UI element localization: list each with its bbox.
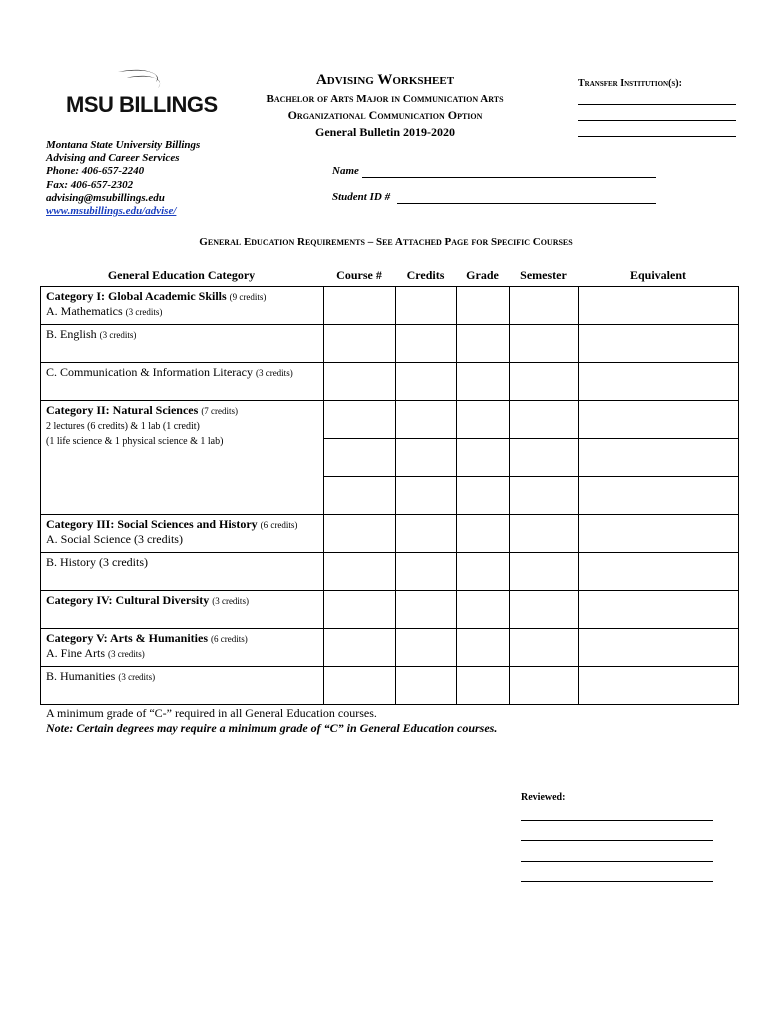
category-5-a: A. Fine Arts	[46, 646, 106, 660]
contact-phone: Phone: 406-657-2240	[46, 165, 145, 178]
table-row	[41, 287, 739, 325]
category-2-credits: (7 credits)	[201, 406, 239, 416]
category-2-detail-1: 2 lectures (6 credits) & 1 lab (1 credit)	[46, 421, 200, 432]
equivalent-cell[interactable]	[579, 667, 739, 705]
credits-cell[interactable]	[396, 591, 457, 629]
student-id-label: Student ID #	[332, 191, 391, 203]
advising-website-link[interactable]: www.msubillings.edu/advise/	[46, 205, 177, 218]
credits-cell[interactable]	[396, 287, 457, 325]
category-cell	[41, 363, 324, 401]
equivalent-cell[interactable]	[579, 287, 739, 325]
semester-cell[interactable]	[510, 477, 579, 515]
category-cell	[41, 591, 324, 629]
grade-cell[interactable]	[457, 325, 510, 363]
credits-cell[interactable]	[396, 515, 457, 553]
semester-cell[interactable]	[510, 629, 579, 667]
credits-cell[interactable]	[396, 553, 457, 591]
table-row	[41, 325, 739, 363]
equivalent-cell[interactable]	[579, 515, 739, 553]
category-3-credits: (6 credits)	[260, 520, 298, 530]
name-label: Name	[332, 165, 359, 177]
header-credits: Credits	[406, 268, 445, 282]
table-row	[41, 629, 739, 667]
equivalent-cell[interactable]	[579, 553, 739, 591]
category-3-a: A. Social Science (3 credits)	[46, 532, 183, 546]
semester-cell[interactable]	[510, 363, 579, 401]
category-4-title: Category IV: Cultural Diversity	[46, 593, 210, 607]
grade-cell[interactable]	[457, 363, 510, 401]
transfer-institution-line-3[interactable]	[578, 136, 736, 137]
category-1-title: Category I: Global Academic Skills	[46, 289, 227, 303]
header-semester: Semester	[520, 268, 567, 282]
header-course: Course #	[336, 268, 382, 282]
contact-fax: Fax: 406-657-2302	[46, 178, 134, 191]
category-4-credits: (3 credits)	[212, 596, 249, 606]
category-1-a-credits: (3 credits)	[125, 307, 163, 317]
degree-title: Bachelor of Arts Major in Communication Arts	[266, 93, 504, 105]
course-cell[interactable]	[324, 629, 396, 667]
transfer-institution-line-2[interactable]	[578, 120, 736, 121]
transfer-institution-label: Transfer Institution(s):	[578, 78, 682, 89]
semester-cell[interactable]	[510, 553, 579, 591]
semester-cell[interactable]	[510, 591, 579, 629]
equivalent-cell[interactable]	[579, 401, 739, 439]
category-1-b: B. English	[46, 327, 97, 341]
contact-university: Montana State University Billings	[46, 139, 201, 151]
category-1-a: A. Mathematics	[46, 304, 123, 318]
category-cell	[41, 553, 324, 591]
semester-cell[interactable]	[510, 325, 579, 363]
bulletin-year: General Bulletin 2019-2020	[315, 125, 455, 139]
grade-cell[interactable]	[457, 591, 510, 629]
category-5-b-credits: (3 credits)	[118, 672, 156, 682]
category-2-title: Category II: Natural Sciences	[46, 403, 199, 417]
semester-cell[interactable]	[510, 439, 579, 477]
reviewed-label: Reviewed:	[521, 792, 566, 803]
course-cell[interactable]	[324, 325, 396, 363]
course-cell[interactable]	[324, 477, 396, 515]
semester-cell[interactable]	[510, 667, 579, 705]
name-field[interactable]	[362, 177, 656, 178]
category-1-c: C. Communication & Information Literacy	[46, 365, 253, 379]
credits-cell[interactable]	[396, 629, 457, 667]
credits-cell[interactable]	[396, 477, 457, 515]
table-row	[41, 401, 739, 439]
semester-cell[interactable]	[510, 401, 579, 439]
category-5-b: B. Humanities	[46, 669, 116, 683]
category-cell	[41, 667, 324, 705]
equivalent-cell[interactable]	[579, 477, 739, 515]
credits-cell[interactable]	[396, 363, 457, 401]
equivalent-cell[interactable]	[579, 325, 739, 363]
header-category: General Education Category	[107, 268, 256, 282]
credits-cell[interactable]	[396, 325, 457, 363]
course-cell[interactable]	[324, 401, 396, 439]
course-cell[interactable]	[324, 287, 396, 325]
reviewed-line-1[interactable]	[521, 820, 713, 821]
gen-ed-heading: General Education Requirements – See Attached Page for Specific Courses	[199, 236, 573, 248]
category-2-detail-2: (1 life science & 1 physical science & 1 lab)	[46, 436, 224, 447]
course-cell[interactable]	[324, 439, 396, 477]
table-row	[41, 515, 739, 553]
grade-cell[interactable]	[457, 439, 510, 477]
reviewed-line-3[interactable]	[521, 861, 713, 862]
page-title: Advising Worksheet	[315, 72, 455, 88]
category-5-a-credits: (3 credits)	[108, 649, 145, 659]
minimum-grade-note: A minimum grade of “C-” required in all General Education courses.	[46, 706, 377, 720]
msu-billings-logo	[66, 68, 216, 120]
course-cell[interactable]	[324, 553, 396, 591]
category-1-c-credits: (3 credits)	[255, 368, 293, 378]
category-cell	[41, 287, 324, 325]
table-row	[41, 667, 739, 705]
category-5-credits: (6 credits)	[211, 634, 248, 644]
equivalent-cell[interactable]	[579, 591, 739, 629]
gen-ed-table	[40, 286, 739, 705]
contact-block	[46, 139, 200, 218]
grade-cell[interactable]	[457, 515, 510, 553]
header-grade: Grade	[466, 268, 499, 282]
credits-cell[interactable]	[396, 401, 457, 439]
table-row	[41, 363, 739, 401]
equivalent-cell[interactable]	[579, 439, 739, 477]
transfer-institution-line-1[interactable]	[578, 104, 736, 105]
degree-grade-note: Note: Certain degrees may require a minimum grade of “C” in General Education courses.	[46, 721, 498, 735]
contact-email: advising@msubillings.edu	[46, 191, 165, 204]
category-1-b-credits: (3 credits)	[99, 330, 137, 340]
category-3-b: B. History (3 credits)	[46, 555, 148, 569]
category-cell	[41, 325, 324, 363]
contact-office: Advising and Career Services	[46, 152, 180, 165]
semester-cell[interactable]	[510, 287, 579, 325]
grade-cell[interactable]	[457, 629, 510, 667]
grade-cell[interactable]	[457, 477, 510, 515]
option-title: Organizational Communication Option	[287, 108, 483, 122]
table-row	[41, 591, 739, 629]
semester-cell[interactable]	[510, 515, 579, 553]
student-id-field[interactable]	[397, 203, 656, 204]
course-cell[interactable]	[324, 515, 396, 553]
credits-cell[interactable]	[396, 667, 457, 705]
reviewed-line-4[interactable]	[521, 881, 713, 882]
category-cell	[41, 401, 324, 515]
category-5-title: Category V: Arts & Humanities	[46, 631, 208, 645]
reviewed-line-2[interactable]	[521, 840, 713, 841]
equivalent-cell[interactable]	[579, 363, 739, 401]
grade-cell[interactable]	[457, 553, 510, 591]
category-cell	[41, 515, 324, 553]
grade-cell[interactable]	[457, 401, 510, 439]
category-1-credits: (9 credits)	[229, 292, 267, 302]
category-3-title: Category III: Social Sciences and History	[46, 517, 258, 531]
grade-cell[interactable]	[457, 667, 510, 705]
course-cell[interactable]	[324, 363, 396, 401]
table-row	[41, 553, 739, 591]
header-equivalent: Equivalent	[629, 268, 686, 282]
course-cell[interactable]	[324, 667, 396, 705]
equivalent-cell[interactable]	[579, 629, 739, 667]
grade-cell[interactable]	[457, 287, 510, 325]
course-cell[interactable]	[324, 591, 396, 629]
credits-cell[interactable]	[396, 439, 457, 477]
logo-text: MSU BILLINGS	[66, 92, 218, 117]
category-cell	[41, 629, 324, 667]
